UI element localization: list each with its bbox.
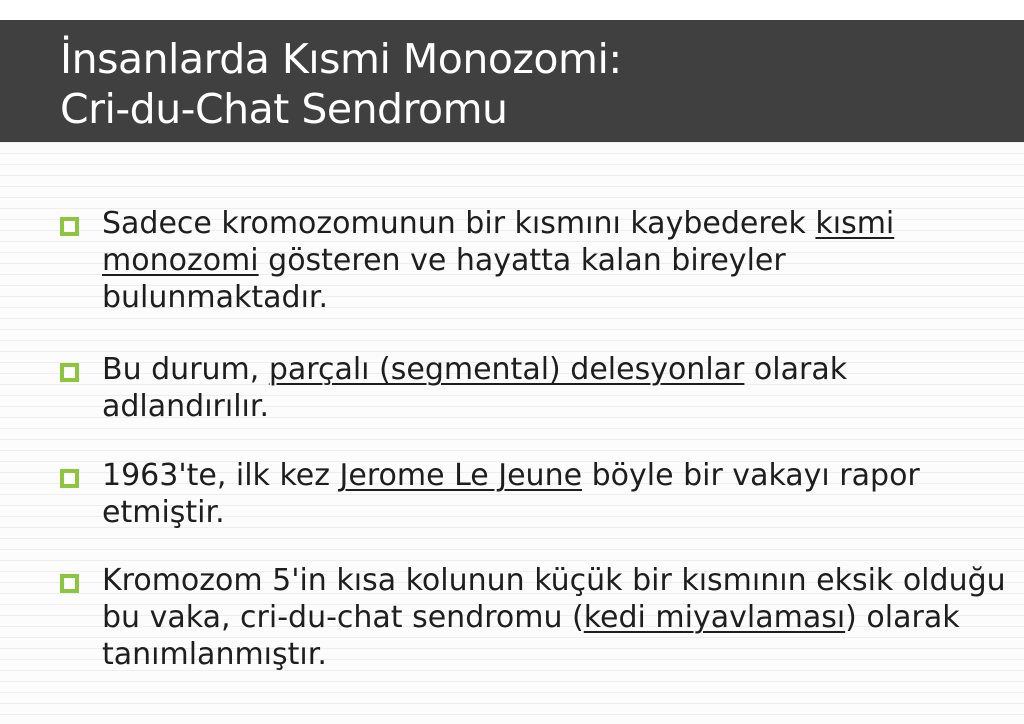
bullet-1-line-1 [102, 205, 1024, 242]
bullet-4-line-3: tanımlanmıştır. [102, 637, 327, 672]
bullet-text-1 [102, 205, 1024, 316]
bullet-3-line-2: etmiştir. [102, 495, 225, 530]
slide-title-line-1: İnsanlarda Kısmi Monozomi: [60, 35, 622, 83]
square-bullet-icon [60, 217, 79, 236]
bullet-1-underlined-term-cont: monozomi [102, 243, 259, 278]
bullet-2-line-1 [102, 351, 1024, 388]
top-strip [0, 0, 1024, 20]
bullet-4-line-2 [102, 599, 1024, 636]
bullet-1-line-3: bulunmaktadır. [102, 280, 329, 315]
bullet-4-text: bu vaka, cri-du-chat sendromu ( [102, 600, 584, 635]
bullet-4-underlined-term: kedi miyavlaması [583, 600, 846, 635]
bullet-3-line-1 [102, 457, 1024, 494]
square-bullet-icon [60, 363, 79, 382]
bullet-text-2 [102, 351, 1024, 425]
bullet-1-line-2 [102, 242, 1024, 279]
bullet-3-underlined-term: Jerome Le Jeune [339, 458, 583, 493]
title-bar [0, 20, 1024, 142]
bullet-2-line-2: adlandırılır. [102, 389, 269, 424]
bullet-3-text-cont: böyle bir vakayı rapor [582, 458, 920, 493]
bullet-text-4 [102, 562, 1024, 673]
bullet-2-text: Bu durum, [102, 352, 269, 387]
square-bullet-icon [60, 469, 79, 488]
bullet-2-text-cont: olarak [744, 352, 848, 387]
bullet-4-text-cont: ) olarak [845, 600, 960, 635]
bullet-1-underlined-term: kısmi [815, 206, 895, 241]
slide-title-line-2: Cri-du-Chat Sendromu [60, 85, 508, 133]
bullet-4-line-1: Kromozom 5'in kısa kolunun küçük bir kısmının eksik olduğu [102, 563, 1006, 598]
bullet-2-underlined-term: parçalı (segmental) delesyonlar [268, 352, 745, 387]
square-bullet-icon [60, 574, 79, 593]
bullet-1-text-cont: gösteren ve hayatta kalan bireyler [258, 243, 786, 278]
bullet-text-3 [102, 457, 1024, 531]
bullet-3-text: 1963'te, ilk kez [102, 458, 340, 493]
bullet-1-text: Sadece kromozomunun bir kısmını kaybederek [102, 206, 816, 241]
